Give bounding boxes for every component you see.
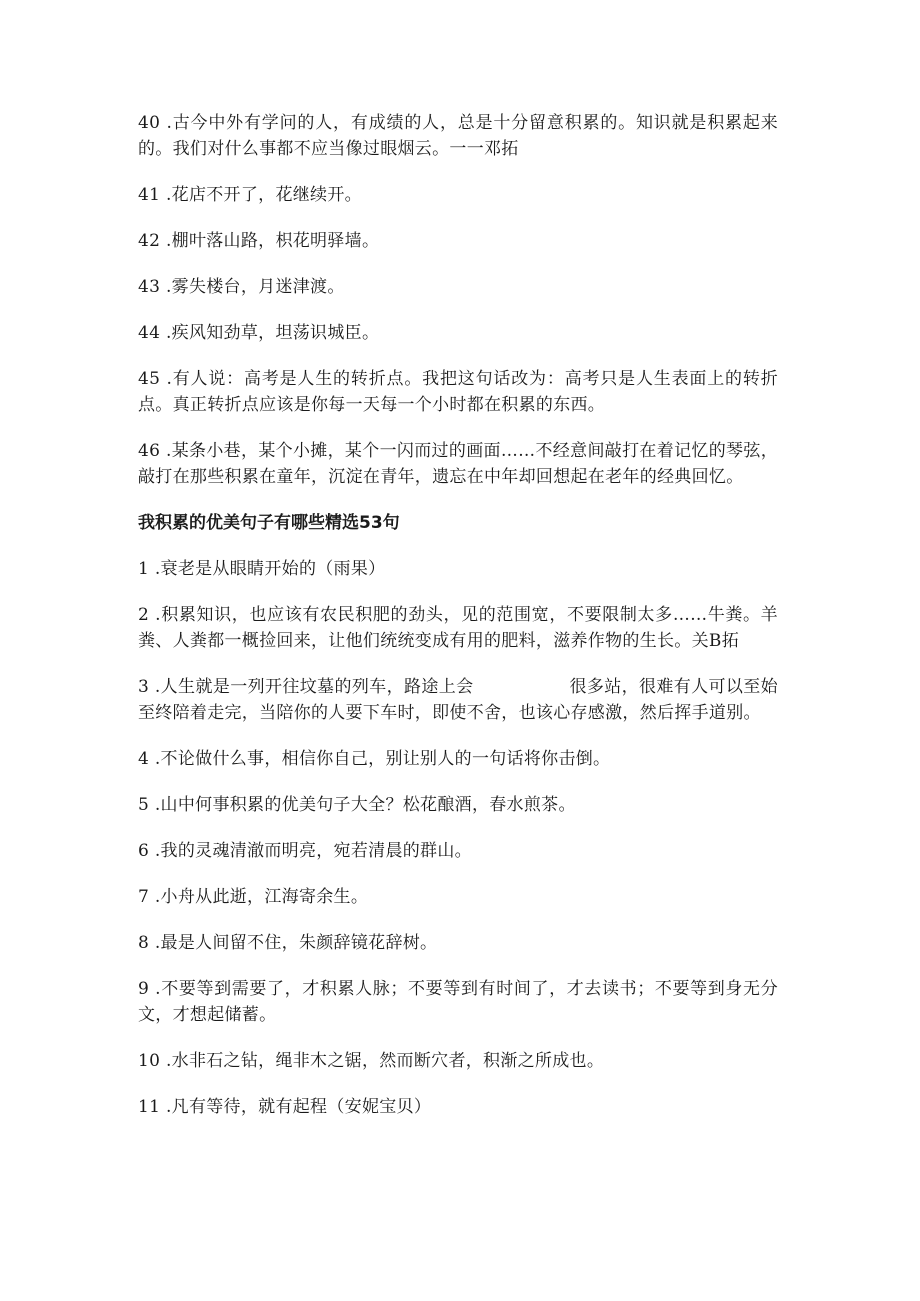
quote-item: 7 .小舟从此逝，江海寄余生。 <box>138 887 369 907</box>
quote-item: 40 .古今中外有学问的人，有成绩的人，总是十分留意积累的。知识就是积累起来的。我们对什么事都不应当像过眼烟云。一一邓拓 <box>138 113 778 159</box>
document-body <box>138 110 778 1140</box>
quote-item: 4 .不论做什么事，相信你自己，别让别人的一句话将你击倒。 <box>138 749 611 769</box>
quote-item: 11 .凡有等待，就有起程（安妮宝贝） <box>138 1097 432 1117</box>
quote-item: 2 .积累知识，也应该有农民积肥的劲头，见的范围宽，不要限制太多……牛粪。羊粪、人粪都一概捡回来，让他们统统变成有用的肥料，滋养作物的生长。关B拓 <box>138 605 778 651</box>
quote-item: 42 .棚叶落山路，枳花明驿墙。 <box>138 231 380 251</box>
quote-item: 5 .山中何事积累的优美句子大全？松花酿酒，春水煎茶。 <box>138 795 576 815</box>
quote-item: 9 .不要等到需要了，才积累人脉；不要等到有时间了，才去读书；不要等到身无分文，才想起储蓄。 <box>138 979 778 1025</box>
quote-item: 43 .雾失楼台，月迷津渡。 <box>138 277 345 297</box>
quote-item: 1 .衰老是从眼睛开始的（雨果） <box>138 559 386 579</box>
quote-item: 6 .我的灵魂清澈而明亮，宛若清晨的群山。 <box>138 841 472 861</box>
quote-item: 41 .花店不开了，花继续开。 <box>138 185 362 205</box>
quote-item: 45 .有人说：高考是人生的转折点。我把这句话改为：高考只是人生表面上的转折点。真正转折点应该是你每一天每一个小时都在积累的东西。 <box>138 369 778 415</box>
quote-item: 10 .水非石之钻，绳非木之锯，然而断穴者，积渐之所成也。 <box>138 1051 605 1071</box>
section-heading: 我积累的优美句子有哪些精选53句 <box>138 513 400 533</box>
quote-item: 44 .疾风知劲草，坦荡识城臣。 <box>138 323 380 343</box>
quote-item: 8 .最是人间留不住，朱颜辞镜花辞树。 <box>138 933 438 953</box>
quote-item: 46 .某条小巷，某个小摊，某个一闪而过的画面……不经意间敲打在着记忆的琴弦，敲打在那些积累在童年，沉淀在青年，遗忘在中年却回想起在老年的经典回忆。 <box>138 441 778 487</box>
quote-item: 3 .人生就是一列开往坟墓的列车，路途上会 很多站，很难有人可以至始至终陪着走完，当陪你的人要下车时，即使不舍，也该心存感激，然后挥手道别。 <box>138 677 778 723</box>
